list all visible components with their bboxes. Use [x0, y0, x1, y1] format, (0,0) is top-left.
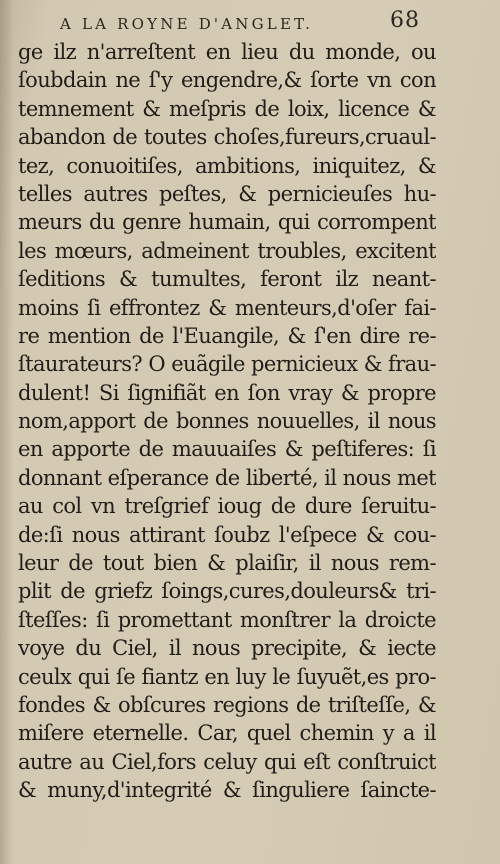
text-line: dulent! Si ſignifiãt en ſon vray & propre [18, 380, 436, 405]
text-line: voye du Ciel, il nous precipite, & iecte [18, 636, 436, 661]
body-text [18, 38, 436, 805]
text-line: ſeditions & tumultes, feront ilz neant- [18, 267, 436, 292]
text-line: miſere eternelle. Car, quel chemin y a il [18, 721, 436, 746]
text-line: autre au Ciel,fors celuy qui eſt conſtruict [18, 749, 436, 774]
text-line: les mœurs, admeinent troubles, excitent [18, 238, 436, 263]
text-line: de:ſi nous attirant ſoubz l'eſpece & cou- [18, 522, 436, 547]
text-line: tez, conuoitiſes, ambitions, iniquitez, & [18, 153, 436, 178]
text-line: re mention de l'Euangile, & ſ'en dire re- [18, 323, 436, 348]
text-line: ceulx qui ſe fiantz en luy le ſuyuẽt,es pro- [18, 664, 436, 689]
text-line: & muny,d'integrité & ſinguliere ſaincte- [18, 778, 436, 803]
text-line: moins ſi effrontez & menteurs,d'oſer fai- [18, 295, 436, 320]
page-number: 68 [390, 8, 420, 33]
text-line: en apporte de mauuaiſes & peſtiferes: ſi [18, 437, 436, 462]
text-line: temnement & meſpris de loix, licence & [18, 96, 436, 121]
text-line: telles autres peſtes, & pernicieuſes hu- [18, 181, 436, 206]
text-line: plit de griefz ſoings,cures,douleurs& tri- [18, 579, 436, 604]
text-line: ſtaurateurs? O euãgile pernicieux & frau- [18, 352, 436, 377]
text-line: meurs du genre humain, qui corrompent [18, 210, 436, 235]
text-line: ge ilz n'arreſtent en lieu du monde, ou [18, 40, 436, 64]
text-line: au col vn treſgrief ioug de dure ſeruitu- [18, 494, 436, 519]
gutter-shadow [0, 0, 14, 864]
page-header [60, 8, 490, 36]
text-line: ſoubdain ne ſ'y engendre,& ſorte vn con [18, 68, 436, 93]
text-line: leur de tout bien & plaiſir, il nous rem- [18, 551, 436, 576]
text-line: donnant eſperance de liberté, il nous met [18, 465, 436, 490]
text-line: nom,apport de bonnes nouuelles, il nous [18, 409, 436, 434]
text-line: fondes & obſcures regions de triſteſſe, & [18, 692, 436, 717]
text-line: ſteſſes: ſi promettant monſtrer la droicte [18, 607, 436, 632]
running-head: A LA ROYNE D'ANGLET. [60, 15, 314, 33]
text-line: abandon de toutes choſes,fureurs,cruaul- [18, 125, 436, 150]
